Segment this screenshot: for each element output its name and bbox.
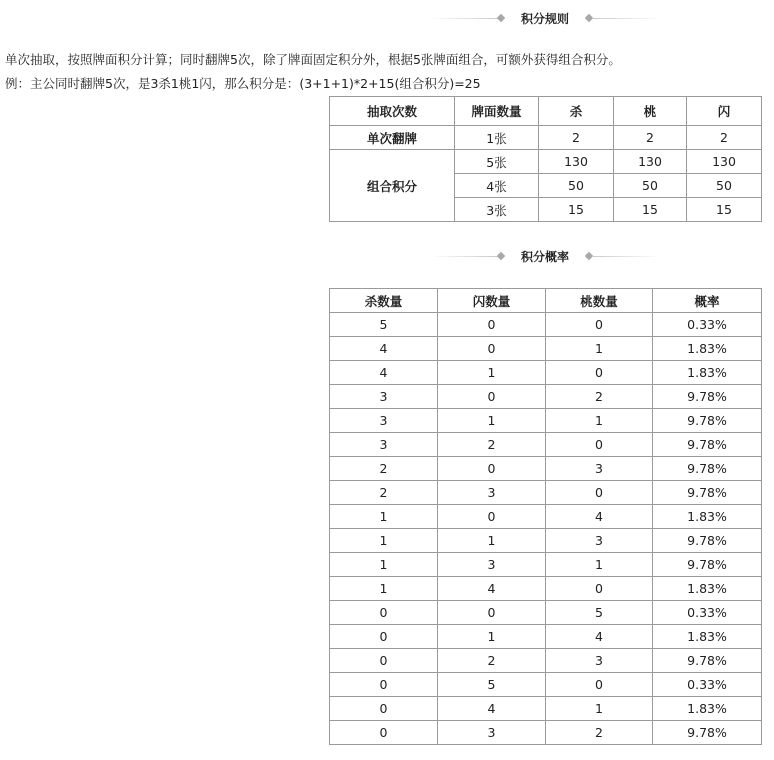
card-count-cell: 5张	[455, 150, 539, 174]
tao-count-cell: 3	[546, 649, 653, 673]
tao-count-cell: 3	[546, 529, 653, 553]
header-cell: 桃	[614, 97, 687, 126]
table-row	[330, 409, 762, 433]
probability-cell: 0.33%	[653, 313, 762, 337]
tao-count-cell: 3	[546, 457, 653, 481]
probability-cell: 1.83%	[653, 577, 762, 601]
points-cell: 50	[539, 174, 614, 198]
sha-count-cell: 0	[330, 649, 438, 673]
shan-count-cell: 0	[438, 385, 546, 409]
points-cell: 15	[614, 198, 687, 222]
row-label-combo: 组合积分	[330, 150, 455, 222]
points-cell: 130	[614, 150, 687, 174]
rules-description: 单次抽取，按照牌面积分计算；同时翻牌5次，除了牌面固定积分外，根据5张牌面组合，可额外获得组合积分。	[5, 52, 621, 67]
tao-count-cell: 2	[546, 721, 653, 745]
section-title-rules: 积分规则	[520, 12, 569, 26]
table-row	[330, 505, 762, 529]
table-row	[330, 673, 762, 697]
card-count-cell: 3张	[455, 198, 539, 222]
probability-cell: 9.78%	[653, 409, 762, 433]
tao-count-cell: 4	[546, 625, 653, 649]
sha-count-cell: 1	[330, 553, 438, 577]
header-cell: 牌面数量	[455, 97, 539, 126]
table-row	[330, 457, 762, 481]
shan-count-cell: 0	[438, 313, 546, 337]
section-title-probability: 积分概率	[520, 250, 569, 264]
sha-count-cell: 1	[330, 529, 438, 553]
probability-cell: 9.78%	[653, 649, 762, 673]
header-cell: 抽取次数	[330, 97, 455, 126]
heading-divider-right	[592, 18, 660, 19]
table-row	[330, 577, 762, 601]
probability-cell: 0.33%	[653, 601, 762, 625]
points-cell: 15	[539, 198, 614, 222]
table-row	[330, 433, 762, 457]
shan-count-cell: 2	[438, 433, 546, 457]
table-row	[330, 697, 762, 721]
header-cell: 概率	[653, 289, 762, 313]
header-cell: 闪数量	[438, 289, 546, 313]
tao-count-cell: 2	[546, 385, 653, 409]
table-row	[330, 601, 762, 625]
header-cell: 桃数量	[546, 289, 653, 313]
shan-count-cell: 5	[438, 673, 546, 697]
sha-count-cell: 1	[330, 505, 438, 529]
table-row	[330, 481, 762, 505]
row-label-single: 单次翻牌	[330, 126, 455, 150]
points-cell: 130	[687, 150, 762, 174]
shan-count-cell: 0	[438, 457, 546, 481]
table-row	[330, 721, 762, 745]
tao-count-cell: 0	[546, 313, 653, 337]
probability-cell: 1.83%	[653, 337, 762, 361]
probability-table-body	[330, 313, 762, 745]
table-row	[330, 625, 762, 649]
points-cell: 50	[687, 174, 762, 198]
table-row	[330, 361, 762, 385]
shan-count-cell: 2	[438, 649, 546, 673]
sha-count-cell: 2	[330, 481, 438, 505]
sha-count-cell: 4	[330, 361, 438, 385]
tao-count-cell: 0	[546, 673, 653, 697]
heading-divider-left	[430, 256, 498, 257]
tao-count-cell: 0	[546, 361, 653, 385]
sha-count-cell: 4	[330, 337, 438, 361]
sha-count-cell: 3	[330, 409, 438, 433]
sha-count-cell: 0	[330, 601, 438, 625]
heading-divider-right	[592, 256, 660, 257]
points-cell: 15	[687, 198, 762, 222]
table-row	[330, 126, 762, 150]
rules-table	[329, 96, 762, 222]
probability-cell: 1.83%	[653, 625, 762, 649]
shan-count-cell: 1	[438, 529, 546, 553]
shan-count-cell: 0	[438, 505, 546, 529]
shan-count-cell: 4	[438, 577, 546, 601]
probability-cell: 9.78%	[653, 553, 762, 577]
sha-count-cell: 1	[330, 577, 438, 601]
diamond-ornament-icon	[497, 252, 505, 260]
sha-count-cell: 0	[330, 697, 438, 721]
points-cell: 50	[614, 174, 687, 198]
probability-cell: 9.78%	[653, 721, 762, 745]
card-count-cell: 4张	[455, 174, 539, 198]
table-row	[330, 150, 762, 174]
heading-divider-left	[430, 18, 498, 19]
probability-cell: 9.78%	[653, 529, 762, 553]
table-row	[330, 313, 762, 337]
table-header-row	[330, 289, 762, 313]
table-row	[330, 649, 762, 673]
tao-count-cell: 1	[546, 337, 653, 361]
diamond-ornament-icon	[497, 14, 505, 22]
shan-count-cell: 1	[438, 361, 546, 385]
header-cell: 杀数量	[330, 289, 438, 313]
tao-count-cell: 1	[546, 697, 653, 721]
table-row	[330, 337, 762, 361]
sha-count-cell: 2	[330, 457, 438, 481]
probability-cell: 1.83%	[653, 505, 762, 529]
rules-example: 例：主公同时翻牌5次，是3杀1桃1闪，那么积分是：(3+1+1)*2+15(组合积分)=25	[5, 76, 481, 91]
shan-count-cell: 1	[438, 409, 546, 433]
points-cell: 2	[687, 126, 762, 150]
shan-count-cell: 0	[438, 601, 546, 625]
shan-count-cell: 3	[438, 721, 546, 745]
tao-count-cell: 4	[546, 505, 653, 529]
sha-count-cell: 0	[330, 673, 438, 697]
tao-count-cell: 1	[546, 409, 653, 433]
tao-count-cell: 0	[546, 433, 653, 457]
probability-cell: 9.78%	[653, 481, 762, 505]
shan-count-cell: 3	[438, 553, 546, 577]
sha-count-cell: 0	[330, 625, 438, 649]
table-row	[330, 553, 762, 577]
probability-cell: 1.83%	[653, 697, 762, 721]
tao-count-cell: 1	[546, 553, 653, 577]
shan-count-cell: 3	[438, 481, 546, 505]
probability-cell: 9.78%	[653, 433, 762, 457]
table-row	[330, 385, 762, 409]
sha-count-cell: 0	[330, 721, 438, 745]
probability-cell: 9.78%	[653, 385, 762, 409]
table-header-row	[330, 97, 762, 126]
shan-count-cell: 0	[438, 337, 546, 361]
tao-count-cell: 0	[546, 481, 653, 505]
header-cell: 闪	[687, 97, 762, 126]
points-cell: 2	[614, 126, 687, 150]
points-cell: 2	[539, 126, 614, 150]
points-cell: 130	[539, 150, 614, 174]
sha-count-cell: 5	[330, 313, 438, 337]
table-row	[330, 529, 762, 553]
header-cell: 杀	[539, 97, 614, 126]
tao-count-cell: 5	[546, 601, 653, 625]
probability-cell: 1.83%	[653, 361, 762, 385]
sha-count-cell: 3	[330, 433, 438, 457]
probability-cell: 9.78%	[653, 457, 762, 481]
probability-table	[329, 288, 762, 745]
card-count-cell: 1张	[455, 126, 539, 150]
sha-count-cell: 3	[330, 385, 438, 409]
section-heading-probability	[430, 248, 660, 266]
tao-count-cell: 0	[546, 577, 653, 601]
probability-cell: 0.33%	[653, 673, 762, 697]
shan-count-cell: 4	[438, 697, 546, 721]
section-heading-rules	[430, 10, 660, 28]
shan-count-cell: 1	[438, 625, 546, 649]
